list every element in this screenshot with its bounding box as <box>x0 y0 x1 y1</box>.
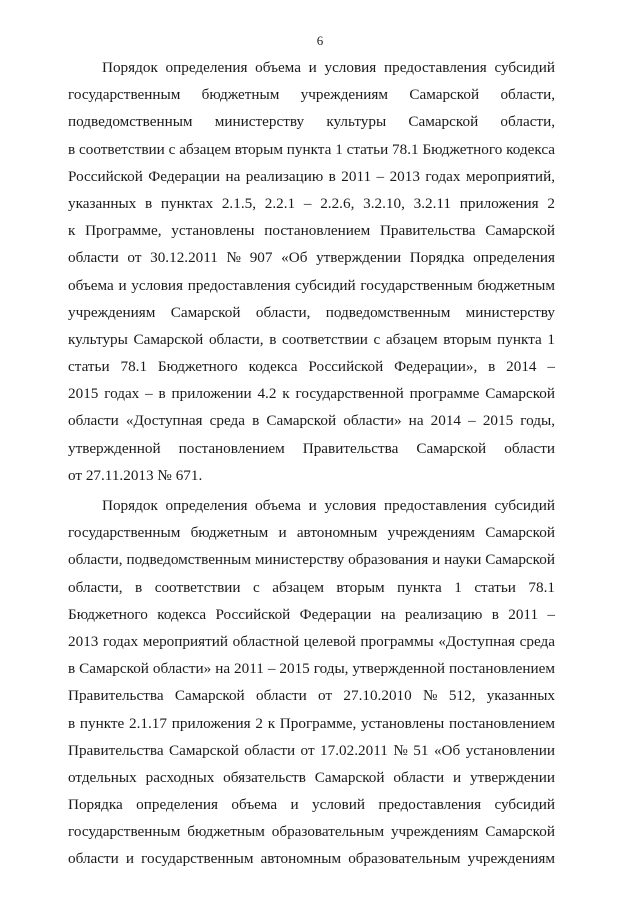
text-line: объема и условия предоставления субсидий государственным бюджетным <box>68 276 555 294</box>
text-line: области «Доступная среда в Самарской области» на 2014 – 2015 годы, <box>68 412 556 430</box>
text-line: государственным бюджетным учреждениям Самарской области, <box>68 86 556 104</box>
text-line: Порядка определения объема и условий предоставления субсидий <box>68 796 555 814</box>
text-line: Бюджетного кодекса Российской Федерации на реализацию в 2011 – <box>68 605 555 623</box>
text-line: статьи 78.1 Бюджетного кодекса Российской Федерации», в 2014 – <box>68 358 555 376</box>
text-line: 2013 годах мероприятий областной целевой программы «Доступная среда <box>68 632 555 650</box>
text-line: государственным бюджетным образовательным учреждениям Самарской <box>68 823 555 841</box>
text-line: Правительства Самарской области от 27.10.2010 № 512, указанных <box>68 687 555 705</box>
text-line: 2015 годах – в приложении 4.2 к государственной программе Самарской <box>68 385 556 403</box>
text-line: области, в соответствии с абзацем вторым пункта 1 статьи 78.1 <box>68 578 555 596</box>
text-line: Российской Федерации на реализацию в 2011 – 2013 годах мероприятий, <box>68 167 555 185</box>
text-line: отдельных расходных обязательств Самарской области и утверждении <box>68 768 556 786</box>
text-line: указанных в пунктах 2.1.5, 2.2.1 – 2.2.6, 3.2.10, 3.2.11 приложения 2 <box>68 194 555 212</box>
text-line: утвержденной постановлением Правительства Самарской области <box>68 439 556 457</box>
text-line: учреждениям Самарской области, подведомственным министерству <box>68 303 555 321</box>
paragraph-2 <box>68 492 555 873</box>
text-line: от 27.11.2013 № 671. <box>68 466 203 484</box>
paragraph-1 <box>68 54 555 489</box>
document-body <box>68 54 555 873</box>
page-number: 6 <box>316 33 324 48</box>
text-line: области от 30.12.2011 № 907 «Об утверждении Порядка определения <box>68 249 556 267</box>
text-line: в соответствии с абзацем вторым пункта 1 статьи 78.1 Бюджетного кодекса <box>68 140 556 158</box>
text-line: подведомственным министерству культуры Самарской области, <box>68 113 555 131</box>
text-line: государственным бюджетным и автономным учреждениям Самарской <box>68 524 555 542</box>
text-line: Порядок определения объема и условия предоставления субсидий <box>102 59 555 76</box>
text-line: к Программе, установлены постановлением Правительства Самарской <box>68 222 556 240</box>
text-line: области, подведомственным министерству образования и науки Самарской <box>68 551 555 569</box>
text-line: области и государственным автономным образовательным учреждениям <box>68 850 555 868</box>
text-line: в пункте 2.1.17 приложения 2 к Программе, установлены постановлением <box>68 714 555 732</box>
text-line: Порядок определения объема и условия предоставления субсидий <box>102 497 555 514</box>
text-line: культуры Самарской области, в соответствии с абзацем вторым пункта 1 <box>68 330 556 348</box>
text-line: в Самарской области» на 2011 – 2015 годы, утвержденной постановлением <box>68 660 556 678</box>
text-line: Правительства Самарской области от 17.02.2011 № 51 «Об установлении <box>68 741 556 759</box>
